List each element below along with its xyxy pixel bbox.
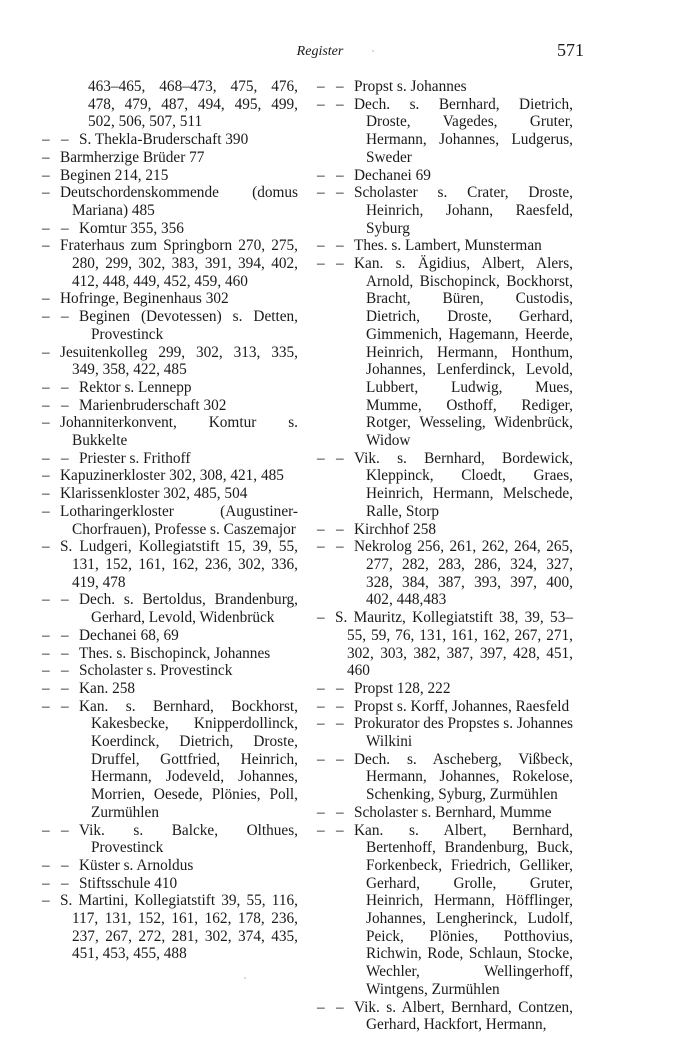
index-entry: [42, 662, 298, 680]
level-dash: –: [336, 78, 344, 95]
index-entry: [42, 645, 298, 663]
entry-text: Kapuzinerkloster 302, 308, 421, 485: [60, 467, 284, 485]
level-dash: –: [42, 184, 50, 202]
entry-text: Propst s. Korff, Johannes, Raesfeld: [354, 697, 570, 715]
level-dash: –: [61, 378, 69, 396]
level-dash: –: [42, 874, 50, 892]
index-entry: [42, 857, 298, 875]
level-dash: –: [42, 237, 50, 255]
level-dash: –: [336, 184, 344, 202]
level-dash: –: [336, 255, 344, 273]
entry-text: Dech. s. Bernhard, Dietrich, Droste, Vagedes, Gruter, Hermann, Johannes, Ludgerus, Sweder: [354, 95, 573, 166]
level-dash: –: [61, 856, 69, 874]
entry-text: Deutschordenskommende (domus Mariana) 485: [60, 184, 298, 219]
level-dash: –: [42, 131, 50, 149]
level-dash: –: [42, 697, 50, 715]
entry-text: Stiftsschule 410: [79, 874, 178, 892]
index-entry: [42, 344, 298, 379]
entry-text: Jesuitenkolleg 299, 302, 313, 335, 349, 358, 422, 485: [60, 343, 298, 379]
level-dash: –: [42, 343, 50, 361]
entry-text: Beginen (Devotessen) s. Detten, Provestinck: [79, 308, 298, 343]
level-dash: –: [336, 679, 344, 697]
level-dash: –: [42, 290, 50, 308]
level-dash: –: [317, 255, 325, 273]
entry-text: Klarissenkloster 302, 485, 504: [60, 485, 248, 503]
level-dash: –: [336, 821, 344, 839]
scan-speck: [244, 977, 246, 979]
entry-text: Propst s. Johannes: [354, 78, 467, 95]
level-dash: –: [61, 626, 69, 644]
level-dash: –: [317, 821, 325, 839]
index-entry: [317, 751, 573, 804]
entry-text: Hofringe, Beginenhaus 302: [60, 290, 229, 308]
index-entry: [42, 503, 298, 538]
index-entry: [42, 78, 298, 131]
level-dash: –: [336, 697, 344, 715]
index-entry: [42, 591, 298, 626]
level-dash: –: [61, 821, 69, 839]
level-dash: –: [317, 609, 325, 627]
entry-text: Kirchhof 258: [354, 520, 436, 538]
level-dash: –: [317, 449, 325, 467]
index-entry: [42, 414, 298, 449]
level-dash: –: [42, 626, 50, 644]
level-dash: –: [61, 219, 69, 237]
running-header: Register: [296, 44, 344, 59]
entry-text: Nekrolog 256, 261, 262, 264, 265, 277, 282, 283, 286, 324, 327, 328, 384, 387, 393, 397, 400, 402, 448,483: [354, 538, 573, 609]
level-dash: –: [42, 148, 50, 166]
index-entry: [317, 255, 573, 450]
entry-text: Kan. s. Bernhard, Bockhorst, Kakesbecke, Knipperdollinck, Koerdinck, Dietrich, Droste, Druffel, Gottfried, Heinrich, Hermann, Jodeveld, Johannes, Morrien, Oesede, Plönies, Poll, Zurmühlen: [79, 697, 298, 821]
level-dash: –: [42, 502, 50, 520]
level-dash: –: [42, 821, 50, 839]
level-dash: –: [336, 166, 344, 184]
index-entry: [317, 822, 573, 999]
entry-text: S. Martini, Kollegiatstift 39, 55, 116, 117, 131, 152, 161, 162, 178, 236, 237, 267, 272, 281, 302, 374, 435, 451, 453, 455, 488: [60, 892, 298, 963]
level-dash: –: [42, 679, 50, 697]
level-dash: –: [336, 750, 344, 768]
level-dash: –: [336, 715, 344, 733]
index-entry: [42, 698, 298, 822]
entry-text: Kan. s. Albert, Bernhard, Bertenhoff, Brandenburg, Buck, Forkenbeck, Friedrich, Gelliker, Gerhard, Grolle, Gruter, Heinrich, Hermann, Höfflinger, Johannes, Lengherinck, Ludolf, Peick, Plönies, Potthovius, Richwin, Rode, Schlaun, Stocke, Wechler, Wellingerhoff, Wintgens, Zurmühlen: [354, 821, 573, 998]
index-entry: [42, 450, 298, 468]
level-dash: –: [61, 308, 69, 326]
entry-text: Johanniterkonvent, Komtur s. Bukkelte: [60, 414, 298, 450]
entry-text: Scholaster s. Crater, Droste, Heinrich, Johann, Raesfeld, Syburg: [354, 184, 573, 237]
index-entry: [317, 167, 573, 185]
entry-text: Dechanei 69: [354, 166, 431, 184]
index-entry: [42, 822, 298, 857]
level-dash: –: [61, 662, 69, 680]
level-dash: –: [336, 237, 344, 255]
entry-text: 463–465, 468–473, 475, 476, 478, 479, 487, 494, 495, 499, 502, 506, 507, 511: [88, 78, 298, 131]
level-dash: –: [317, 803, 325, 821]
index-entry: [42, 467, 298, 485]
index-entry: [42, 892, 298, 963]
level-dash: –: [317, 184, 325, 202]
level-dash: –: [42, 219, 50, 237]
level-dash: –: [336, 998, 344, 1016]
index-entry: [42, 308, 298, 343]
index-entry: [317, 538, 573, 609]
entry-text: Fraterhaus zum Springborn 270, 275, 280, 299, 302, 383, 391, 394, 402, 412, 448, 449, 452, 459, 460: [60, 237, 298, 290]
level-dash: –: [317, 95, 325, 113]
entry-text: Priester s. Frithoff: [79, 449, 191, 467]
level-dash: –: [42, 644, 50, 662]
index-entry: [42, 538, 298, 591]
index-entry: [42, 680, 298, 698]
right-column: [317, 78, 573, 1034]
level-dash: –: [42, 414, 50, 432]
level-dash: –: [317, 538, 325, 556]
entry-text: Vik. s. Balcke, Olthues, Provestinck: [79, 821, 298, 857]
entry-text: Scholaster s. Provestinck: [79, 662, 233, 680]
level-dash: –: [317, 166, 325, 184]
level-dash: –: [317, 520, 325, 538]
level-dash: –: [317, 715, 325, 733]
scan-speck: [372, 50, 374, 52]
index-entry: [317, 184, 573, 237]
index-entry: [42, 184, 298, 219]
index-entry: [317, 609, 573, 680]
entry-text: Scholaster s. Bernhard, Mumme: [354, 803, 552, 821]
level-dash: –: [61, 591, 69, 609]
index-entry: [317, 78, 573, 96]
level-dash: –: [42, 166, 50, 184]
index-entry: [42, 485, 298, 503]
level-dash: –: [336, 449, 344, 467]
entry-text: Rektor s. Lennepp: [79, 378, 192, 396]
level-dash: –: [61, 449, 69, 467]
entry-text: Dech. s. Ascheberg, Vißbeck, Hermann, Johannes, Rokelose, Schenking, Syburg, Zurmühlen: [354, 750, 573, 804]
level-dash: –: [317, 237, 325, 255]
level-dash: –: [317, 998, 325, 1016]
entry-text: Dechanei 68, 69: [79, 626, 179, 644]
level-dash: –: [317, 750, 325, 768]
entry-text: S. Thekla-Bruderschaft 390: [79, 131, 249, 149]
level-dash: –: [42, 892, 50, 910]
index-entry: [42, 149, 298, 167]
level-dash: –: [42, 591, 50, 609]
level-dash: –: [336, 538, 344, 556]
level-dash: –: [42, 308, 50, 326]
index-entry: [317, 521, 573, 539]
entry-text: Propst 128, 222: [354, 679, 451, 697]
entry-text: S. Mauritz, Kollegiatstift 38, 39, 53–55, 59, 76, 131, 161, 162, 267, 271, 302, 303, 382, 387, 397, 428, 451, 460: [335, 609, 573, 680]
entry-text: Komtur 355, 356: [79, 219, 184, 237]
level-dash: –: [317, 679, 325, 697]
level-dash: –: [61, 396, 69, 414]
index-entry: [317, 237, 573, 255]
index-entry: [42, 220, 298, 238]
level-dash: –: [42, 467, 50, 485]
index-entry: [42, 290, 298, 308]
level-dash: –: [336, 520, 344, 538]
level-dash: –: [42, 449, 50, 467]
index-entry: [317, 999, 573, 1034]
entry-text: Vik. s. Bernhard, Bordewick, Kleppinck, Cloedt, Graes, Heinrich, Hermann, Melschede, Ralle, Storp: [354, 449, 573, 520]
entry-text: Küster s. Arnoldus: [79, 856, 194, 874]
index-entry: [42, 875, 298, 893]
index-entry: [42, 131, 298, 149]
index-entry: [42, 379, 298, 397]
entry-text: Lotharingerkloster (Augustiner-Chorfrauen), Professe s. Caszemajor: [60, 502, 298, 538]
level-dash: –: [42, 856, 50, 874]
left-column: [42, 78, 298, 963]
index-entry: [317, 450, 573, 521]
entry-text: Kan. 258: [79, 679, 136, 697]
entry-text: Thes. s. Bischopinck, Johannes: [79, 644, 271, 662]
entry-text: Kan. s. Ägidius, Albert, Alers, Arnold, Bischopinck, Bockhorst, Bracht, Büren, Custodis, Dietrich, Droste, Gerhard, Gimmenich, Hagemann, Heerde, Heinrich, Hermann, Honthum, Johannes, Lenferdinck, Levold, Lubbert, Ludwig, Mues, Mumme, Osthoff, Rediger, Rotger, Wesseling, Widenbrück, Widow: [354, 255, 573, 450]
level-dash: –: [42, 538, 50, 556]
level-dash: –: [42, 378, 50, 396]
entry-text: Thes. s. Lambert, Munsterman: [354, 237, 542, 255]
index-entry: [317, 698, 573, 716]
entry-text: Dech. s. Bertoldus, Brandenburg, Gerhard, Levold, Widenbrück: [79, 591, 298, 627]
level-dash: –: [61, 697, 69, 715]
level-dash: –: [336, 95, 344, 113]
entry-text: Prokurator des Propstes s. Johannes Wilkini: [354, 715, 573, 751]
level-dash: –: [61, 679, 69, 697]
index-entry: [42, 237, 298, 290]
entry-text: Vik. s. Albert, Bernhard, Contzen, Gerhard, Hackfort, Hermann,: [354, 998, 573, 1034]
index-entry: [317, 715, 573, 750]
level-dash: –: [42, 396, 50, 414]
level-dash: –: [317, 78, 325, 95]
level-dash: –: [61, 874, 69, 892]
level-dash: –: [42, 485, 50, 503]
entry-text: Marienbruderschaft 302: [79, 396, 227, 414]
index-entry: [42, 167, 298, 185]
entry-text: Barmherzige Brüder 77: [60, 148, 205, 166]
level-dash: –: [317, 697, 325, 715]
level-dash: –: [42, 662, 50, 680]
index-entry: [42, 627, 298, 645]
level-dash: –: [61, 644, 69, 662]
index-entry: [42, 397, 298, 415]
level-dash: –: [61, 131, 69, 149]
index-entry: [317, 680, 573, 698]
index-entry: [317, 804, 573, 822]
level-dash: –: [336, 803, 344, 821]
page-number: 571: [557, 40, 584, 60]
index-entry: [317, 96, 573, 167]
entry-text: Beginen 214, 215: [60, 166, 169, 184]
entry-text: S. Ludgeri, Kollegiatstift 15, 39, 55, 131, 152, 161, 162, 236, 302, 336, 419, 478: [60, 538, 298, 591]
